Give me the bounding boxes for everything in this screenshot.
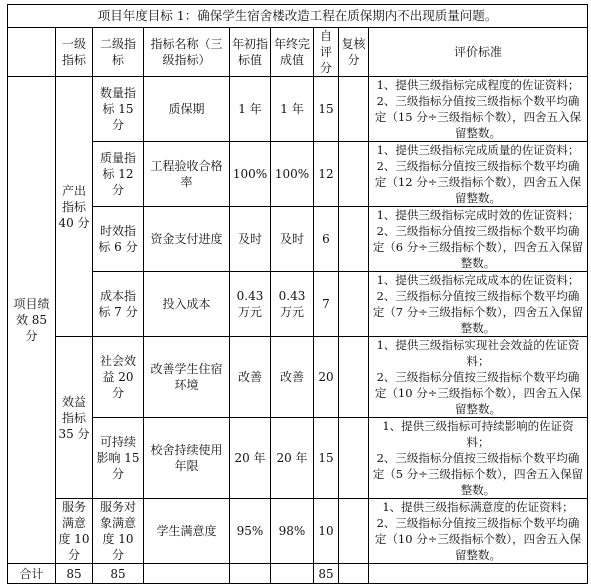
level2-cell: 成本指标 7 分 (93, 272, 144, 337)
total-row (8, 564, 588, 584)
header-final-value: 年终完成值 (271, 28, 314, 77)
criteria-cell (369, 499, 588, 564)
review-score (339, 499, 369, 564)
criteria-line: 1、提供三级指标实现社会效益的佐证资料； (376, 338, 580, 368)
initial-value: 及时 (230, 207, 271, 272)
group-benefit: 效益指标 35 分 (56, 337, 93, 499)
header-criteria: 评价标准 (369, 28, 588, 77)
self-score: 12 (314, 142, 339, 207)
self-score: 15 (314, 77, 339, 142)
level2-cell: 可持续影响 15 分 (93, 418, 144, 499)
criteria-line: 2、三级指标分值按三级指标个数平均确定（12 分÷三级指标个数），四舍五入保留整数。 (374, 159, 582, 205)
criteria-cell (369, 207, 588, 272)
header-self-score: 自评分 (314, 28, 339, 77)
total-empty (339, 564, 369, 584)
initial-value: 100% (230, 142, 271, 207)
criteria-line: 2、三级指标分值按三级指标个数平均确定（15 分÷三级指标个数），四舍五入保留整数。 (374, 94, 582, 140)
level2-cell: 社会效益 20 分 (93, 337, 144, 418)
final-value: 及时 (271, 207, 314, 272)
indicator-name: 投入成本 (144, 272, 230, 337)
performance-table (7, 4, 588, 584)
self-score: 6 (314, 207, 339, 272)
initial-value: 1 年 (230, 77, 271, 142)
table-row (8, 337, 588, 418)
criteria-line: 1、提供三级指标完成时效的佐证资料； (376, 208, 580, 222)
indicator-name: 工程验收合格率 (144, 142, 230, 207)
final-value: 0.43 万元 (271, 272, 314, 337)
level2-cell: 服务对象满意度 10 分 (93, 499, 144, 564)
header-initial-value: 年初指标值 (230, 28, 271, 77)
header-level3: 指标名称（三级指标） (144, 28, 230, 77)
table-row (8, 272, 588, 337)
header-level2: 二级指标 (93, 28, 144, 77)
criteria-line: 1、提供三级指标可持续影响的佐证资料； (382, 419, 574, 449)
group-project-performance: 项目绩效 85 分 (8, 77, 56, 564)
criteria-cell (369, 337, 588, 418)
initial-value: 改善 (230, 337, 271, 418)
group-output: 产出指标 40 分 (56, 77, 93, 337)
indicator-name: 改善学生住宿环境 (144, 337, 230, 418)
group-satisfaction: 服务满意度 10 分 (56, 499, 93, 564)
table-row (8, 499, 588, 564)
criteria-line: 2、三级指标分值按三级指标个数平均确定（10 分÷三级指标个数），四舍五入保留整数。 (374, 370, 582, 416)
indicator-name: 学生满意度 (144, 499, 230, 564)
final-value: 改善 (271, 337, 314, 418)
initial-value: 20 年 (230, 418, 271, 499)
initial-value: 0.43 万元 (230, 272, 271, 337)
criteria-line: 2、三级指标分值按三级指标个数平均确定（10 分÷三级指标个数），四舍五入保留整数。 (374, 516, 582, 562)
initial-value: 95% (230, 499, 271, 564)
final-value: 98% (271, 499, 314, 564)
total-self-score: 85 (314, 564, 339, 584)
indicator-name: 校舍持续使用年限 (144, 418, 230, 499)
criteria-cell (369, 77, 588, 142)
table-row (8, 77, 588, 142)
criteria-cell (369, 272, 588, 337)
total-level1: 85 (56, 564, 93, 584)
total-empty (230, 564, 271, 584)
criteria-line: 1、提供三级指标完成程度的佐证资料； (376, 78, 580, 92)
final-value: 100% (271, 142, 314, 207)
table-row (8, 207, 588, 272)
table-title: 项目年度目标 1：确保学生宿舍楼改造工程在质保期内不出现质量问题。 (8, 5, 588, 28)
total-label: 合计 (8, 564, 56, 584)
header-empty (8, 28, 56, 77)
level2-cell: 质量指标 12 分 (93, 142, 144, 207)
total-level2: 85 (93, 564, 144, 584)
criteria-line: 1、提供三级指标满意度的佐证资料； (382, 500, 574, 514)
final-value: 20 年 (271, 418, 314, 499)
review-score (339, 418, 369, 499)
self-score: 7 (314, 272, 339, 337)
self-score: 20 (314, 337, 339, 418)
review-score (339, 142, 369, 207)
criteria-cell (369, 418, 588, 499)
total-empty (271, 564, 314, 584)
final-value: 1 年 (271, 77, 314, 142)
header-level1: 一级指标 (56, 28, 93, 77)
criteria-line: 2、三级指标分值按三级指标个数平均确定（6 分÷三级指标个数），四舍五入保留整数。 (372, 224, 584, 270)
total-empty (144, 564, 230, 584)
criteria-line: 1、提供三级指标完成成本的佐证资料； (376, 273, 580, 287)
review-score (339, 77, 369, 142)
indicator-name: 资金支付进度 (144, 207, 230, 272)
review-score (339, 337, 369, 418)
total-empty (369, 564, 588, 584)
header-review-score: 复核分 (339, 28, 369, 77)
level2-cell: 数量指标 15 分 (93, 77, 144, 142)
criteria-line: 1、提供三级指标完成质量的佐证资料； (376, 143, 580, 157)
level2-cell: 时效指标 6 分 (93, 207, 144, 272)
table-row (8, 142, 588, 207)
indicator-name: 质保期 (144, 77, 230, 142)
criteria-cell (369, 142, 588, 207)
criteria-line: 2、三级指标分值按三级指标个数平均确定（7 分÷三级指标个数），四舍五入保留整数。 (372, 289, 584, 335)
review-score (339, 272, 369, 337)
criteria-line: 2、三级指标分值按三级指标个数平均确定（5 分÷三级指标个数），四舍五入保留整数。 (372, 451, 584, 497)
review-score (339, 207, 369, 272)
self-score: 10 (314, 499, 339, 564)
table-row (8, 418, 588, 499)
self-score: 15 (314, 418, 339, 499)
